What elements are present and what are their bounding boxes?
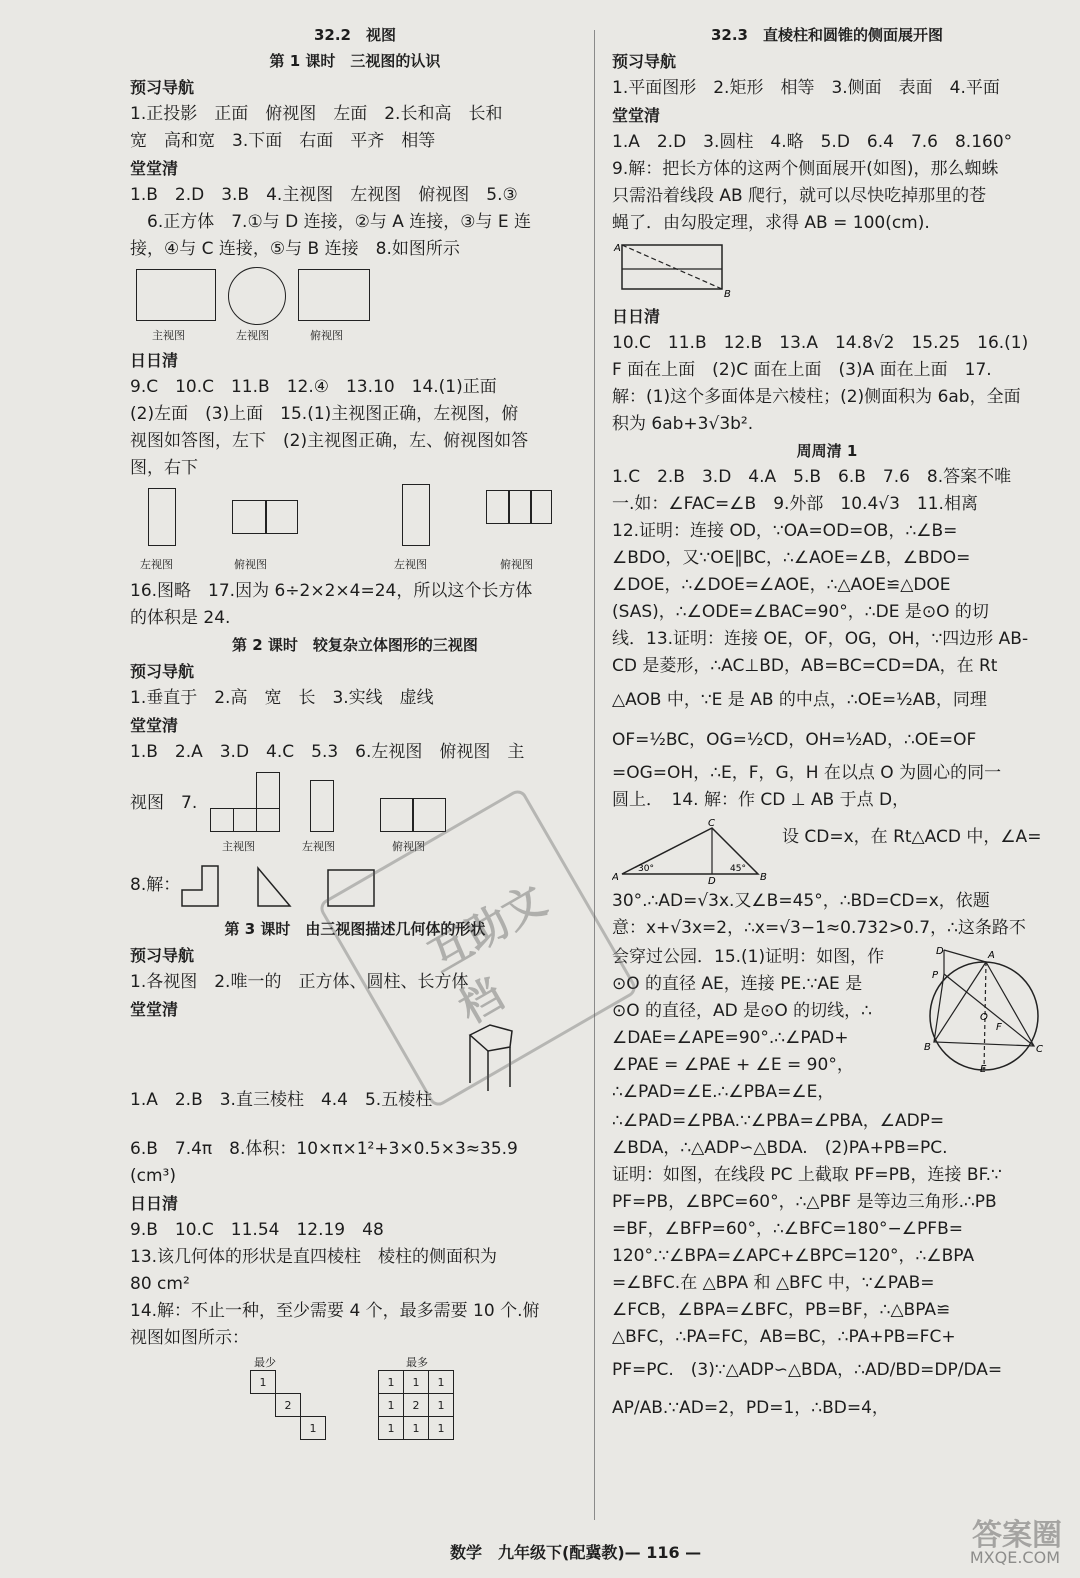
answer-line: 1.A 2.D 3.圆柱 4.略 5.D 6.4 7.6 8.160° [612,132,1013,152]
answer-line: 视图如图所示： [130,1328,249,1348]
answer-line: =BF，∠BFP=60°，∴∠BFC=180°−∠PFB= [612,1219,963,1239]
section-heading: 预习导航 [130,78,195,97]
lesson-title: 第 3 课时 由三视图描述几何体的形状 [224,920,486,938]
watermark-stamp: 互助文档 [317,787,639,1109]
svg-text:D: D [936,946,944,957]
section-title: 32.2 视图 [313,26,396,44]
section-heading: 预习导航 [612,52,677,71]
fig-label: 主视图 [222,840,255,853]
section-heading: 日日清 [130,351,179,370]
left-view-rect [148,488,176,546]
max-grid: 1 1 1 1 2 1 1 1 1 [378,1370,454,1440]
svg-text:30°: 30° [638,864,654,874]
answer-line: F 面在上面 (2)C 面在上面 (3)A 面在上面 17. [612,360,992,380]
min-max-grids [130,1354,580,1454]
answer-line: 图，右下 [130,458,198,478]
answer-line: 只需沿着线段 AB 爬行，就可以尽快吃掉那里的苍 [612,186,987,206]
answer-line: ∴∠PAD=∠PBA.∵∠PBA=∠PBA，∠ADP= [612,1111,945,1131]
fig-label: 左视图 [140,558,173,571]
side-view-circle [228,267,286,325]
front-view-rect [136,269,216,321]
answer-line: OF=½BC，OG=½CD，OH=½AD，∴OE=OF [612,730,977,750]
answer-line: ∠FCB，∠BPA=∠BFC，PB=BF，∴△BPA≌ [612,1300,951,1320]
answer-line: 9.B 10.C 11.54 12.19 48 [130,1220,384,1240]
fig-label: 左视图 [394,558,427,571]
fig-label: 俯视图 [500,558,533,571]
fig-label: 主视图 [152,329,185,342]
answer-line: 1.垂直于 2.高 宽 长 3.实线 虚线 [130,688,434,708]
svg-text:A: A [612,872,619,883]
top-view-rect [486,490,552,524]
answer-line: AP/AB.∵AD=2，PD=1，∴BD=4， [612,1398,889,1418]
answer-line: 1.各视图 2.唯一的 正方体、圆柱、长方体 [130,972,469,992]
answer-line: 1.B 2.D 3.B 4.主视图 左视图 俯视图 5.③ [130,185,518,205]
answer-line: ∠DOE，∴∠DOE=∠AOE，∴△AOE≌△DOE [612,575,951,595]
fig-label: 左视图 [302,840,335,853]
answer-line: 设 CD=x，在 Rt△ACD 中，∠A= [782,827,1042,847]
svg-text:B: B [924,1042,931,1053]
answer-line: 8.解： [130,875,181,895]
answer-line: =OG=OH，∴E，F，G，H 在以点 O 为圆心的同一 [612,763,1002,783]
answer-line: ∠PAE = ∠PAE + ∠E = 90°， [612,1055,854,1075]
fig-label: 俯视图 [234,558,267,571]
answer-line: =∠BFC.在 △BPA 和 △BFC 中，∵∠PAB= [612,1273,935,1293]
section-title: 32.3 直棱柱和圆锥的侧面展开图 [710,26,943,44]
section-heading: 预习导航 [130,946,195,965]
answer-line: (2)左面 (3)上面 15.(1)主视图正确，左视图，俯 [130,404,519,424]
fig-label: 左视图 [236,329,269,342]
answer-line: 6.正方体 7.①与 D 连接，②与 A 连接，③与 E 连 [130,212,532,232]
answer-line: CD 是菱形，∴AC⊥BD，AB=BC=CD=DA，在 Rt [612,656,998,676]
answer-line: 证明：如图，在线段 PC 上截取 PF=PB，连接 BF.∵ [612,1165,1002,1185]
answer-line: ⊙O 的直径，AD 是⊙O 的切线，∴ [612,1001,872,1021]
left-view-rect [402,484,430,546]
lesson-title: 第 2 课时 较复杂立体图形的三视图 [232,636,478,654]
answer-line: 1.平面图形 2.矩形 相等 3.侧面 表面 4.平面 [612,78,1000,98]
week-title: 周周清 1 [796,442,858,460]
fig-label: 最多 [406,1356,428,1369]
svg-text:D: D [708,876,716,886]
section-heading: 堂堂清 [130,159,179,178]
answer-line: 视图如答图，左下 (2)主视图正确，左、俯视图如答 [130,431,529,451]
answer-line: ∠BDO，又∵OE∥BC，∴∠AOE=∠B，∠BDO= [612,548,971,568]
answer-line: ∠DAE=∠APE=90°.∴∠PAD+ [612,1028,849,1048]
answer-line: ∴∠PAD=∠E.∴∠PBA=∠E， [612,1082,835,1102]
watermark-url: MXQE.COM [969,1548,1060,1567]
answer-line: 14.解：不止一种，至少需要 4 个，最多需要 10 个.俯 [130,1301,540,1321]
answer-line: 的体积是 24. [130,608,231,628]
unfolded-rect-svg [612,239,752,299]
circle-figure [924,944,1044,1074]
svg-text:O: O [980,1012,988,1023]
section-heading: 日日清 [130,1194,179,1213]
answer-line: 线．13.证明：连接 OE，OF，OG，OH，∵四边形 AB- [612,629,1029,649]
svg-text:B: B [724,289,731,299]
svg-text:A: A [614,243,621,254]
left-column [130,22,580,1456]
svg-text:F: F [996,1022,1002,1033]
answer-line: 13.该几何体的形状是直四棱柱 棱柱的侧面积为 [130,1247,498,1267]
answer-line: ⊙O 的直径 AE，连接 PE.∵AE 是 [612,974,863,994]
section-heading: 日日清 [612,307,661,326]
svg-text:E: E [980,1064,987,1074]
lesson-title: 第 1 课时 三视图的认识 [269,52,441,70]
right-column [612,22,1042,1427]
answer-line: 一.如：∠FAC=∠B 9.外部 10.4√3 11.相离 [612,494,978,514]
three-view-figure [130,265,580,345]
min-grid: 1 2 1 [250,1370,326,1440]
answer-line: 6.B 7.4π 8.体积：10×π×1²+3×0.5×3≈35.9 [130,1139,518,1159]
fig-label: 俯视图 [392,840,425,853]
triangle-svg [612,816,772,886]
answer-line: PF=PC. (3)∵△ADP∽△BDA，∴AD/BD=DP/DA= [612,1360,1003,1380]
column-divider [594,30,595,1520]
answer-line: PF=PB，∠BPC=60°，∴△PBF 是等边三角形.∴PB [612,1192,997,1212]
answer-line: (SAS)，∴∠ODE=∠BAC=90°，∴DE 是⊙O 的切 [612,602,989,622]
answer-line: 会穿过公园．15.(1)证明：如图，作 [612,947,885,967]
watermark-logo: 答案圈 [972,1518,1062,1553]
answer-line: 解：(1)这个多面体是六棱柱；(2)侧面积为 6ab，全面 [612,387,1021,407]
svg-text:C: C [1036,1044,1043,1055]
triangle-figure [612,816,1042,886]
page-footer: 数学 九年级下(配冀教)— 116 — [450,1543,702,1562]
svg-text:A: A [988,950,995,961]
svg-text:C: C [708,818,715,829]
answer-line: ∠BDA，∴△ADP∽△BDA. (2)PA+PB=PC. [612,1138,948,1158]
answer-line: 1.正投影 正面 俯视图 左面 2.长和高 长和 [130,104,503,124]
answer-line: 蝇了．由勾股定理，求得 AB = 100(cm). [612,213,930,233]
answer-line: (cm³) [130,1166,176,1186]
svg-text:B: B [760,872,767,883]
answer-line: 圆上． 14. 解：作 CD ⊥ AB 于点 D， [612,790,910,810]
answer-line: 1.A 2.B 3.直三棱柱 4.4 5.五棱柱 [130,1090,433,1110]
answer-line: 16.图略 17.因为 6÷2×2×4=24，所以这个长方体 [130,581,533,601]
answer-line: 1.B 2.A 3.D 4.C 5.3 6.左视图 俯视图 主 [130,742,525,762]
section-heading: 堂堂清 [130,1000,179,1019]
fig-label: 最少 [254,1356,276,1369]
svg-text:P: P [932,970,939,981]
fig-label: 俯视图 [310,329,343,342]
answer-line: 10.C 11.B 12.B 13.A 14.8√2 15.25 16.(1) [612,333,1029,353]
answer-line: 9.C 10.C 11.B 12.④ 13.10 14.(1)正面 [130,377,497,397]
section-heading: 堂堂清 [130,716,179,735]
answer-line: 积为 6ab+3√3b². [612,414,754,434]
top-view-rect [298,269,370,321]
answer-line: △AOB 中，∵E 是 AB 的中点，∴OE=½AB，同理 [612,690,987,710]
answer-line: 接，④与 C 连接，⑤与 B 连接 8.如图所示 [130,239,460,259]
answer-figure-views [130,484,580,576]
svg-text:45°: 45° [730,864,746,874]
answer-line: △BFC，∴PA=FC，AB=BC，∴PA+PB=FC+ [612,1327,956,1347]
answer-line: 80 cm² [130,1274,190,1294]
answer-line: 视图 7. [130,793,198,813]
section-heading: 堂堂清 [612,106,661,125]
answer-line: 120°.∵∠BPA=∠APC+∠BPC=120°，∴∠BPA [612,1246,975,1266]
unfolded-prism-figure [612,239,1042,301]
circle-proof-block [612,944,1042,1106]
answer-line: 意：x+√3x=2，∴x=√3−1≈0.732>0.7，∴这条路不 [612,918,1026,938]
answer-line: 30°.∴AD=√3x.又∠B=45°，∴BD=CD=x，依题 [612,891,990,911]
section-heading: 预习导航 [130,662,195,681]
answer-line: 宽 高和宽 3.下面 右面 平齐 相等 [130,131,436,151]
answer-line: 12.证明：连接 OD，∵OA=OD=OB，∴∠B= [612,521,958,541]
answer-line: 9.解：把长方体的这两个侧面展开(如图)，那么蜘蛛 [612,159,999,179]
answer-line: 1.C 2.B 3.D 4.A 5.B 6.B 7.6 8.答案不唯 [612,467,1012,487]
